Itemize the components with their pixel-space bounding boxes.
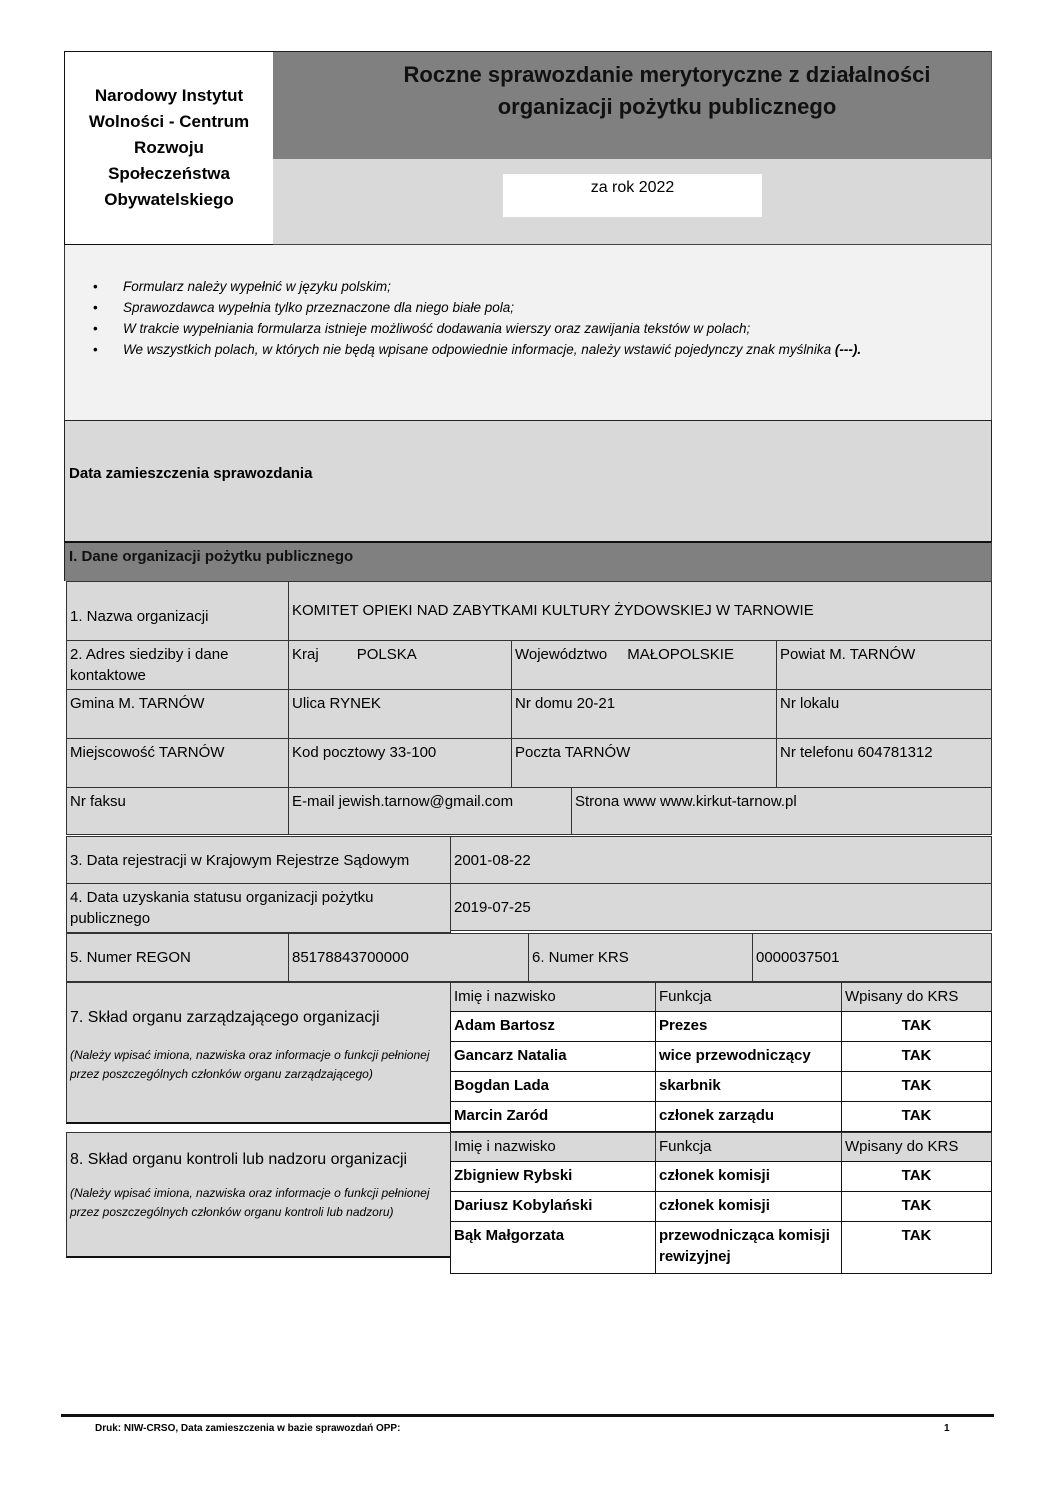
board-row-role[interactable]: skarbnik [655, 1071, 842, 1102]
email-field[interactable]: E-mail jewish.tarnow@gmail.com [288, 787, 572, 835]
supervision-row-name[interactable]: Dariusz Kobylański [450, 1191, 656, 1222]
krs-number-label: 6. Numer KRS [528, 933, 753, 982]
year-field[interactable] [503, 174, 762, 217]
board-row-role[interactable]: Prezes [655, 1011, 842, 1042]
opp-status-date-field[interactable]: 2019-07-25 [450, 883, 992, 931]
footer-rule [61, 1414, 994, 1417]
board-row-krs[interactable]: TAK [841, 1071, 992, 1102]
regon-field[interactable]: 85178843700000 [288, 933, 529, 982]
county-field[interactable]: Powiat M. TARNÓW [776, 640, 992, 690]
page-number: 1 [944, 1423, 950, 1434]
website-field[interactable]: Strona www www.kirkut-tarnow.pl [571, 787, 992, 835]
supervision-header-krs: Wpisany do KRS [841, 1132, 992, 1162]
report-title-line1: Roczne sprawozdanie merytoryczne z działalności [403, 62, 931, 87]
publication-date-row [64, 420, 992, 542]
supervision-header-role: Funkcja [655, 1132, 842, 1162]
institution-box [64, 51, 274, 245]
instruction-item: • Formularz należy wypełnić w języku polskim; [65, 276, 991, 297]
city-field[interactable]: Miejscowość TARNÓW [66, 738, 289, 788]
voivodeship-field[interactable]: Województwo MAŁOPOLSKIE [511, 640, 777, 690]
supervision-label: 8. Skład organu kontroli lub nadzoru organizacji [70, 1151, 408, 1168]
post-office-field[interactable]: Poczta TARNÓW [511, 738, 777, 788]
supervision-label-block [66, 1132, 451, 1258]
krs-registration-date-field[interactable]: 2001-08-22 [450, 836, 992, 884]
supervision-row-krs[interactable]: TAK [841, 1221, 992, 1274]
supervision-row-krs[interactable]: TAK [841, 1191, 992, 1222]
supervision-row-name[interactable]: Bąk Małgorzata [450, 1221, 656, 1274]
footer-print-info: Druk: NIW-CRSO, Data zamieszczenia w bazie sprawozdań OPP: [95, 1423, 401, 1434]
board-row-role[interactable]: wice przewodniczący [655, 1041, 842, 1072]
instruction-item: • We wszystkich polach, w których nie będą wpisane odpowiednie informacje, należy wstawić pojedynczy znak myślnika (---). [65, 339, 991, 360]
opp-status-date-label: 4. Data uzyskania statusu organizacji pożytku publicznego [66, 883, 451, 933]
phone-field[interactable]: Nr telefonu 604781312 [776, 738, 992, 788]
year-label: za rok 2022 [590, 179, 675, 196]
board-label-block [66, 982, 451, 1124]
supervision-row-name[interactable]: Zbigniew Rybski [450, 1161, 656, 1192]
supervision-header-name: Imię i nazwisko [450, 1132, 656, 1162]
board-row-krs[interactable]: TAK [841, 1101, 992, 1132]
publication-date-label: Data zamieszczenia sprawozdania [69, 465, 313, 482]
board-row-role[interactable]: członek zarządu [655, 1101, 842, 1132]
krs-registration-date-label: 3. Data rejestracji w Krajowym Rejestrze Sądowym [66, 836, 451, 884]
postal-code-field[interactable]: Kod pocztowy 33-100 [288, 738, 512, 788]
instruction-item: • W trakcie wypełniania formularza istnieje możliwość dodawania wierszy oraz zawijania tekstów w polach; [65, 318, 991, 339]
section1-title: I. Dane organizacji pożytku publicznego [69, 548, 354, 565]
board-row-krs[interactable]: TAK [841, 1011, 992, 1042]
board-row-name[interactable]: Gancarz Natalia [450, 1041, 656, 1072]
board-header-name: Imię i nazwisko [450, 982, 656, 1012]
org-name-field[interactable]: KOMITET OPIEKI NAD ZABYTKAMI KULTURY ŻYDOWSKIEJ W TARNOWIE [288, 581, 992, 641]
report-title-line2: organizacji pożytku publicznego [497, 94, 837, 119]
instructions-list [65, 276, 991, 360]
board-header-krs: Wpisany do KRS [841, 982, 992, 1012]
supervision-row-role[interactable]: członek komisji [655, 1191, 842, 1222]
fax-field[interactable]: Nr faksu [66, 787, 289, 835]
commune-field[interactable]: Gmina M. TARNÓW [66, 689, 289, 739]
country-field[interactable]: Kraj POLSKA [288, 640, 512, 690]
board-row-name[interactable]: Adam Bartosz [450, 1011, 656, 1042]
supervision-row-role[interactable]: członek komisji [655, 1161, 842, 1192]
board-row-name[interactable]: Bogdan Lada [450, 1071, 656, 1102]
board-header-role: Funkcja [655, 982, 842, 1012]
street-field[interactable]: Ulica RYNEK [288, 689, 512, 739]
instructions-panel [64, 245, 992, 421]
board-label: 7. Skład organu zarządzającego organizacji [70, 1009, 380, 1026]
org-name-label: 1. Nazwa organizacji [66, 581, 289, 641]
title-banner [273, 51, 992, 159]
supervision-note: (Należy wpisać imiona, nazwiska oraz informacje o funkcji pełnionej przez poszczególnych członków organu kontroli lub nadzoru) [70, 1186, 430, 1219]
supervision-row-role[interactable]: przewodnicząca komisji rewizyjnej [655, 1221, 842, 1274]
apartment-number-field[interactable]: Nr lokalu [776, 689, 992, 739]
house-number-field[interactable]: Nr domu 20-21 [511, 689, 777, 739]
supervision-row-krs[interactable]: TAK [841, 1161, 992, 1192]
section1-header [64, 541, 992, 581]
regon-label: 5. Numer REGON [66, 933, 289, 982]
institution-name: Narodowy Instytut Wolności - Centrum Rozwoju Społeczeństwa Obywatelskiego [88, 86, 250, 209]
board-row-krs[interactable]: TAK [841, 1041, 992, 1072]
krs-number-field[interactable]: 0000037501 [752, 933, 992, 982]
address-label: 2. Adres siedziby i dane kontaktowe [66, 640, 289, 690]
board-note: (Należy wpisać imiona, nazwiska oraz informacje o funkcji pełnionej przez poszczególnych członków organu zarządzającego) [70, 1048, 430, 1081]
instruction-item: • Sprawozdawca wypełnia tylko przeznaczone dla niego białe pola; [65, 297, 991, 318]
board-row-name[interactable]: Marcin Zaród [450, 1101, 656, 1132]
